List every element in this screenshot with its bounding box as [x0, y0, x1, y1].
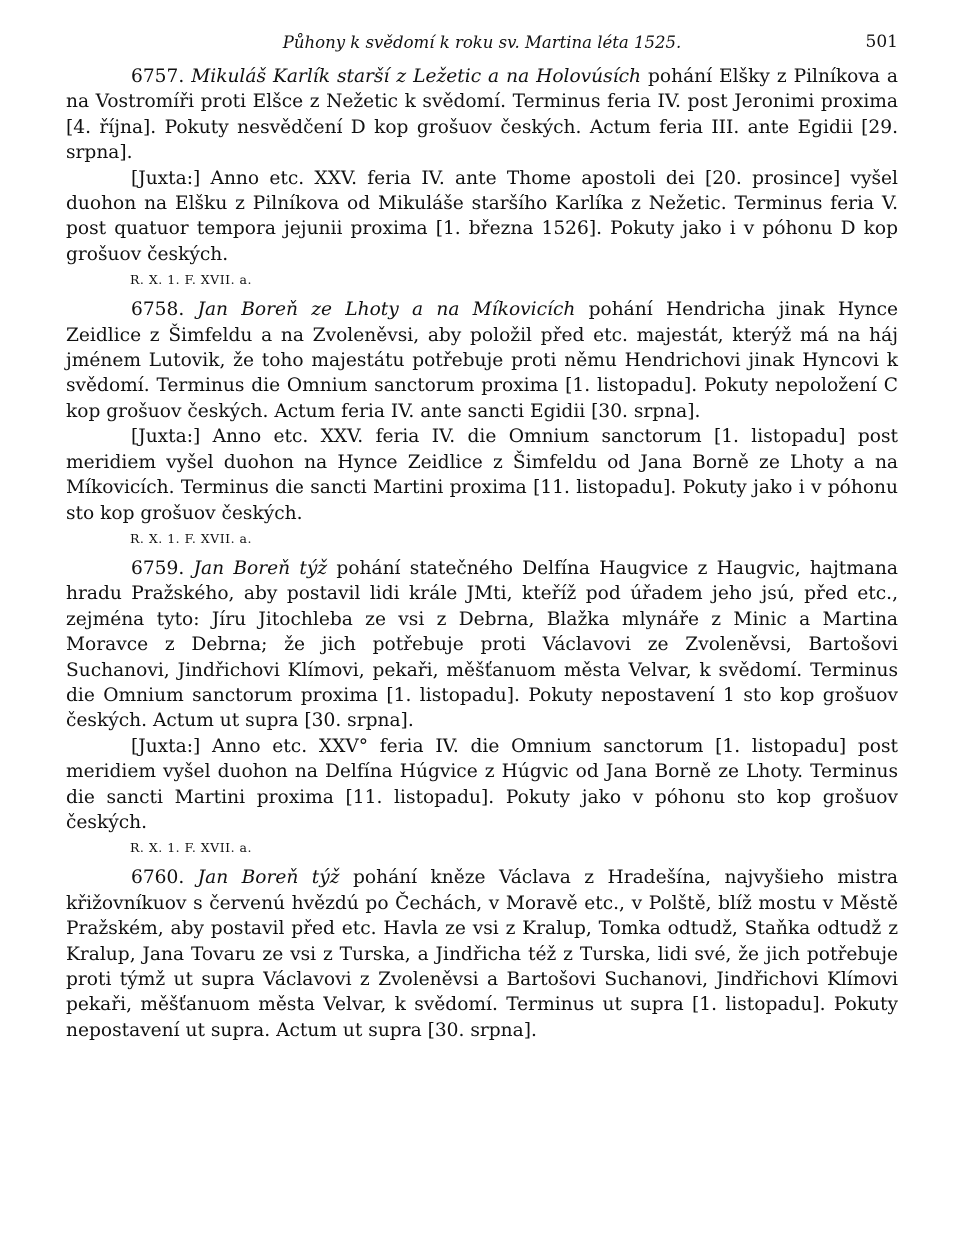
entry-number: 6757.: [131, 66, 185, 87]
document-page: [66, 30, 898, 1043]
entry-number: 6759.: [131, 557, 185, 579]
entry-names: Jan Boreň týž: [193, 557, 328, 579]
entry-6758: [66, 297, 898, 548]
entry-reference: R. X. 1. F. XVII. a.: [130, 530, 252, 546]
entry-text: [66, 297, 898, 424]
entry-juxta: [Juxta:] Anno etc. XXV. feria IV. die Omnium sanctorum [1. listopadu] post meridiem vyšel duohon na Hynce Zeidlice z Šimfeldu od Jana Borně ze Lhoty a na Míkovicích. Terminus die sancti Martini proxima [11. listopadu]. Pokuty jako i v póhonu sto kop grošuov českých.: [66, 426, 898, 524]
entry-reference: R. X. 1. F. XVII. a.: [130, 272, 252, 288]
running-header: [66, 30, 898, 64]
entry-number: 6758.: [131, 299, 185, 321]
entry-text: [66, 865, 898, 1043]
entry-reference: R. X. 1. F. XVII. a.: [130, 840, 252, 856]
entry-number: 6760.: [131, 867, 185, 889]
entry-juxta: [Juxta:] Anno etc. XXV° feria IV. die Omnium sanctorum [1. listopadu] post meridiem vyšel duohon na Delfína Húgvice z Húgvic od Jana Borně ze Lhoty. Terminus die sancti Martini proxima [11. listopadu]. Pokuty jako v póhonu sto kop grošuov českých.: [66, 735, 898, 833]
entry-juxta: [Juxta:] Anno etc. XXV. feria IV. ante Thome apostoli dei [20. prosince] vyšel duohon na Elšku z Pilníkova od Mikuláše staršího Karlíka z Nežetic. Terminus feria V. post quatuor tempora jejunii proxima [1. března 1526]. Pokuty jako i v póhonu D kop grošuov českých.: [66, 167, 898, 265]
header-title: Půhony k svědomí k roku sv. Martina léta 1525.: [282, 33, 682, 52]
entry-names: Jan Boreň ze Lhoty a na Míkovicích: [197, 299, 576, 321]
entry-text: [66, 556, 898, 734]
page-number: 501: [865, 32, 898, 52]
entry-names: Jan Boreň týž: [197, 867, 340, 889]
entry-body: pohání Hendricha jinak Hynce Zeidlice z Šimfeldu a na Zvoleněvsi, aby položil před etc. majestát, kterýž má na háj jménem Lutovik, že toho majestátu potřebuje proti němu Hendrichovi jinak Hyncovi k svědomí. Terminus die Omnium sanctorum proxima [1. listopadu]. Pokuty nepoložení C kop grošuov českých. Actum feria IV. ante sancti Egidii [30. srpna].: [66, 299, 899, 422]
entry-body: pohání statečného Delfína Haugvice z Haugvic, hajtmana hradu Pražského, aby postavil lidi krále JMti, kteříž pod úřadem jeho jsú, před etc., zejména tyto: Jíru Jitochleba ze vsi z Debrna, Blažka mlynáře z Minic a Martina Moravce z Debrna; že jich potřebuje proti Václavovi ze Zvoleněvsi, Bartošovi Suchanovi, Jindřichovi Klímovi, pekaři, měšťanuom města Velvar, k svědomí. Terminus die Omnium sanctorum proxima [1. listopadu]. Pokuty nepostavení 1 sto kop grošuov českých. Actum ut supra [30. srpna].: [66, 557, 898, 732]
entry-6757: [66, 64, 898, 289]
entry-text: [66, 64, 898, 166]
entry-6760: [66, 865, 898, 1043]
entry-6759: [66, 556, 898, 857]
entry-body: pohání Elšky z Pilníkova a na Vostromíři proti Elšce z Nežetic k svědomí. Terminus feria IV. post Jeronimi proxima [4. října]. Pokuty nesvědčení D kop grošuov českých. Actum feria III. ante Egidii [29. srpna].: [66, 66, 898, 164]
entry-body: pohání kněze Václava z Hradešína, najvyšieho mistra křižovníkuov s červenú hvězdú po Čechách, v Moravě etc., v Polště, blíž mostu v Městě Pražském, aby postavil před etc. Havla ze vsi z Kralup, Tomka odtudž, Staňka odtudž z Kralup, Jana Tovaru ze vsi z Turska, a Jindřicha též z Turska, lidi své, že jich potřebuje proti týmž ut supra Václavovi z Zvoleněvsi a Bartošovi Suchanovi, Jindřichovi Klímovi pekaři, měšťanuom města Velvar, k svědomí. Terminus ut supra [1. listopadu]. Pokuty nepostavení ut supra. Actum ut supra [30. srpna].: [66, 867, 898, 1041]
entry-names: Mikuláš Karlík starší z Ležetic a na Holovúsích: [191, 66, 642, 87]
